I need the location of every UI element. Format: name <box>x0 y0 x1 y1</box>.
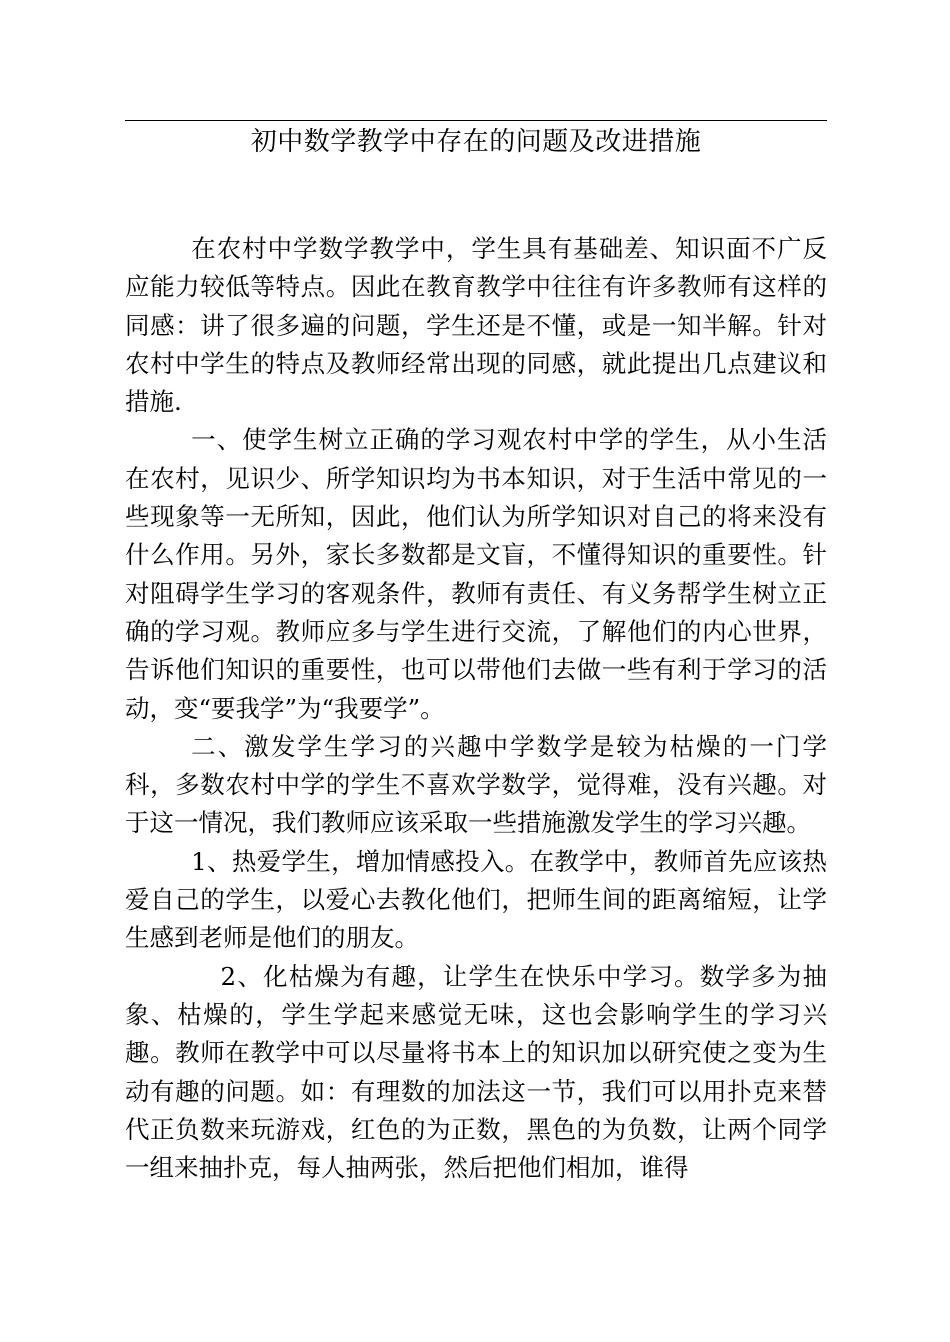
paragraph-intro: 在农村中学数学教学中，学生具有基础差、知识面不广反应能力较低等特点。因此在教育教学中往往有许多教师有这样的同感：讲了很多遍的问题，学生还是不懂，或是一知半解。针对农村中学生的特点及教师经常出现的同感，就此提出几点建议和措施. <box>125 234 827 417</box>
paragraph-section-2: 二、激发学生学习的兴趣中学数学是较为枯燥的一门学科，多数农村中学的学生不喜欢学数学，觉得难，没有兴趣。对于这一情况，我们教师应该采取一些措施激发学生的学习兴趣。 <box>125 731 827 838</box>
paragraph-section-1: 一、使学生树立正确的学习观农村中学的学生，从小生活在农村，见识少、所学知识均为书本知识，对于生活中常见的一些现象等一无所知，因此，他们认为所学知识对自己的将来没有什么作用。另外，家长多数都是文盲，不懂得知识的重要性。针对阻碍学生学习的客观条件，教师有责任、有义务帮学生树立正确的学习观。教师应多与学生进行交流，了解他们的内心世界，告诉他们知识的重要性，也可以带他们去做一些有利于学习的活动，变“要我学”为“我要学”。 <box>125 425 827 723</box>
document-body <box>125 230 827 1187</box>
paragraph-item-1: 1、热爱学生，增加情感投入。在教学中，教师首先应该热爱自己的学生，以爱心去教化他们，把师生间的距离缩短，让学生感到老师是他们的朋友。 <box>125 846 827 953</box>
paragraph-item-2: 2、化枯燥为有趣，让学生在快乐中学习。数学多为抽象、枯燥的，学生学起来感觉无味，这也会影响学生的学习兴趣。教师在教学中可以尽量将书本上的知识加以研究使之变为生动有趣的问题。如：有理数的加法这一节，我们可以用扑克来替代正负数来玩游戏，红色的为正数，黑色的为负数，让两个同学一组来抽扑克，每人抽两张，然后把他们相加，谁得 <box>125 961 827 1183</box>
document-title: 初中数学教学中存在的问题及改进措施 <box>250 127 702 157</box>
header-rule <box>125 120 827 121</box>
